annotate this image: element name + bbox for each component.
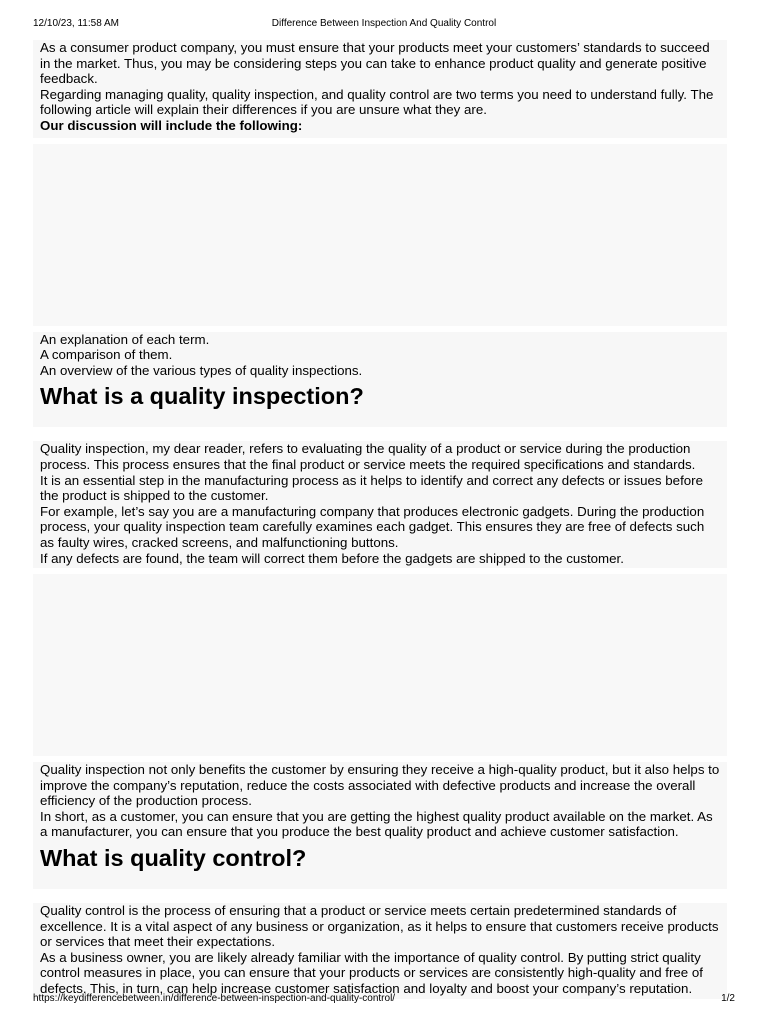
inspection-paragraph-4: If any defects are found, the team will correct them before the gadgets are shipped to the customer. [40, 550, 624, 566]
intro-block [33, 40, 727, 138]
print-document-title: Difference Between Inspection And Quality Control [271, 18, 497, 29]
control-paragraph-2: As a business owner, you are likely already familiar with the importance of quality control. By putting strict quality control measures in place, you can ensure that your products or services are consistently high-quality and free of defects. This, in turn, can help increase customer satisfaction and loyalty and boost your company’s reputation. [40, 949, 703, 997]
intro-paragraph-2: Regarding managing quality, quality inspection, and quality control are two terms you need to understand fully. The following article will explain their differences if you are unsure what they are. [40, 86, 714, 118]
section-heading-inspection: What is a quality inspection? [40, 383, 364, 410]
inspection-paragraph-5: Quality inspection not only benefits the customer by ensuring they receive a high-quality product, but it also helps to improve the company’s reputation, reduce the costs associated with defective products and increase the overall efficiency of the production process. [40, 762, 720, 809]
article-content [33, 40, 727, 999]
heading-block-control [33, 842, 727, 889]
print-header [33, 17, 735, 31]
page-number: 1/2 [721, 993, 735, 1004]
inspection-paragraph-2: It is an essential step in the manufacturing process as it helps to identify and correct any defects or issues before the product is shipped to the customer. [40, 472, 703, 504]
control-block [33, 903, 727, 999]
page-url: https://keydifferencebetween.in/difference-between-inspection-and-quality-control/ [33, 993, 396, 1004]
image-placeholder-1 [33, 144, 727, 326]
inspection-block-1 [33, 441, 727, 568]
spacer [33, 427, 727, 441]
print-footer [33, 992, 735, 1006]
spacer [33, 889, 727, 903]
section-heading-control: What is quality control? [40, 845, 307, 872]
discussion-heading: Our discussion will include the following: [40, 117, 303, 133]
list-item: An overview of the various types of quality inspections. [40, 362, 363, 378]
list-item: An explanation of each term. [40, 331, 210, 347]
control-paragraph-1: Quality control is the process of ensuring that a product or service meets certain predetermined standards of excellence. It is a vital aspect of any business or organization, as it helps to ensure that customers receive products or services that meet their expectations. [40, 903, 719, 950]
inspection-paragraph-3: For example, let’s say you are a manufacturing company that produces electronic gadgets. During the production process, your quality inspection team carefully examines each gadget. This ensures they are free of defects such as faulty wires, cracked screens, and malfunctioning buttons. [40, 503, 705, 550]
heading-block-inspection [33, 380, 727, 427]
print-datetime: 12/10/23, 11:58 AM [33, 18, 119, 29]
inspection-paragraph-6: In short, as a customer, you can ensure that you are getting the highest quality product available on the market. As a manufacturer, you can ensure that you produce the best quality product and achieve customer satisfaction. [40, 808, 713, 840]
image-placeholder-2 [33, 574, 727, 756]
inspection-paragraph-1: Quality inspection, my dear reader, refers to evaluating the quality of a product or service during the production process. This process ensures that the final product or service meets the required specifications and standards. [40, 441, 696, 472]
intro-paragraph-1: As a consumer product company, you must ensure that your products meet your customers’ standards to succeed in the market. Thus, you may be considering steps you can take to enhance product quality and generate positive feedback. [40, 40, 710, 87]
list-item: A comparison of them. [40, 347, 173, 363]
inspection-block-2 [33, 762, 727, 842]
discussion-list [33, 332, 727, 381]
